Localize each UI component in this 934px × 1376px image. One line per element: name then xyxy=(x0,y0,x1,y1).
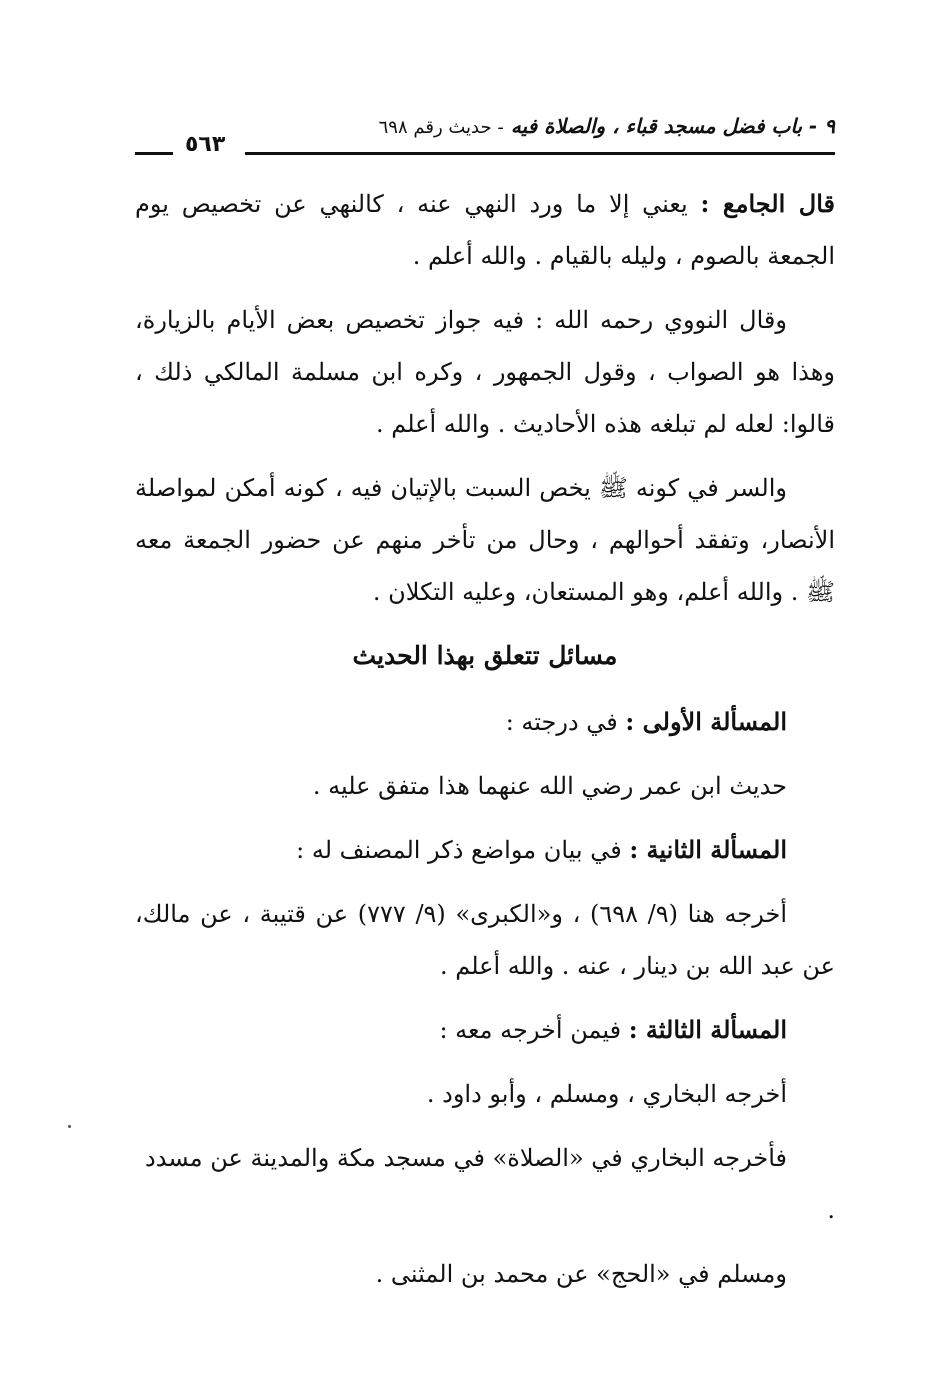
issue-one-answer: حديث ابن عمر رضي الله عنهما هذا متفق عليه . xyxy=(312,772,787,800)
issue-one-title: في درجته : xyxy=(505,708,618,736)
margin-speck xyxy=(68,1125,71,1128)
issue-three-answer-1: أخرجه البخاري ، ومسلم ، وأبو داود . xyxy=(426,1080,787,1108)
issue-one xyxy=(135,696,835,748)
issue-two xyxy=(135,824,835,876)
header-rule xyxy=(245,152,835,155)
page-number-dash xyxy=(135,152,173,155)
issue-two-title: في بيان مواضع ذكر المصنف له : xyxy=(296,836,622,864)
header-hadith-number: - حديث رقم ٦٩٨ xyxy=(378,117,504,138)
paragraph-nawawi: وقال النووي رحمه الله : فيه جواز تخصيص بعض الأيام بالزيارة، وهذا هو الصواب ، وقول الجمهور ، وكره ابن مسلمة المالكي ذلك ، قالوا: لعله لم تبلغه هذه الأحاديث . والله أعلم . xyxy=(135,306,835,438)
issue-one-label: المسألة الأولى : xyxy=(625,707,787,736)
issue-two-label: المسألة الثانية : xyxy=(629,835,787,864)
issue-three-answer-2: فأخرجه البخاري في «الصلاة» في مسجد مكة والمدينة عن مسدد . xyxy=(145,1144,835,1224)
section-heading: مسائل تتعلق بهذا الحديث xyxy=(352,641,618,670)
issue-two-answer: أخرجه هنا (٩/ ٦٩٨) ، و«الكبرى» (٩/ ٧٧٧) عن قتيبة ، عن مالك، عن عبد الله بن دينار ، عنه . والله أعلم . xyxy=(135,900,835,980)
header-title xyxy=(379,114,835,138)
issue-three-answer-3: ومسلم في «الحج» عن محمد بن المثنى . xyxy=(375,1260,787,1288)
issue-three-title: فيمن أخرجه معه : xyxy=(439,1016,622,1044)
running-header xyxy=(135,112,835,162)
page-body xyxy=(135,178,835,1312)
paragraph-secret: والسر في كونه ﷺ يخص السبت بالإتيان فيه ، كونه أمكن لمواصلة الأنصار، وتفقد أحوالهم ، وحال من تأخر منهم عن حضور الجمعة معه ﷺ . والله أعلم، وهو المستعان، وعليه التكلان . xyxy=(135,474,835,606)
header-chapter-title: ٩ - باب فضل مسجد قباء ، والصلاة فيه xyxy=(510,114,835,138)
issue-three xyxy=(135,1004,835,1056)
page-number: ٥٦٣ xyxy=(185,132,226,157)
paragraph-compiler-note xyxy=(135,178,835,282)
compiler-label: قال الجامع : xyxy=(700,189,835,218)
issue-three-label: المسألة الثالثة : xyxy=(628,1015,787,1044)
compiler-note-text: يعني إلا ما ورد النهي عنه ، كالنهي عن تخصيص يوم الجمعة بالصوم ، وليله بالقيام . والله أعلم . xyxy=(135,190,835,270)
